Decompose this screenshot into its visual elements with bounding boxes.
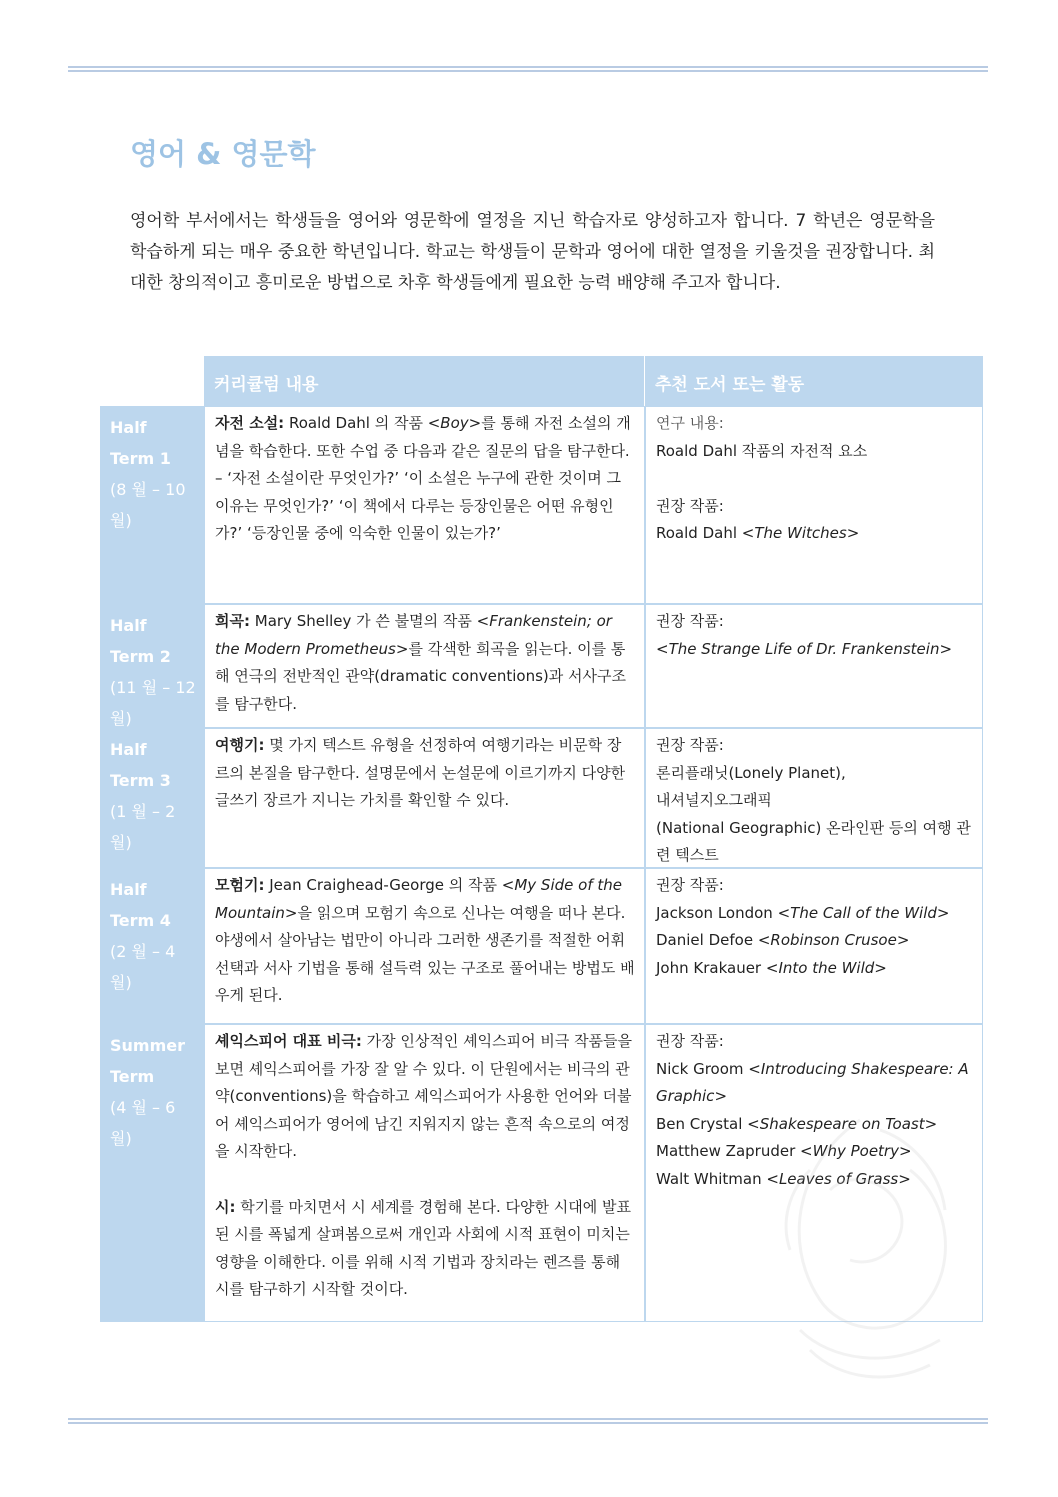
curriculum-cell — [204, 1024, 645, 1322]
rec-label: 권장 작품: — [656, 736, 724, 754]
content-label: 여행기: — [215, 736, 265, 754]
rec-item: <The Strange Life of Dr. Frankenstein> — [656, 639, 953, 658]
crest-watermark-icon — [740, 1100, 980, 1400]
rec-item: Jackson London <The Call of the Wild> — [656, 903, 950, 922]
rec-label: 권장 작품: — [656, 876, 724, 894]
curriculum-text: 희곡: Mary Shelley 가 쓴 불멸의 작품 <Frankenstein; or the Modern Prometheus>를 각색한 희곡을 읽는다. 이를 통해 연극의 전반적인 관약(dramatic conventions)과 서사구조를 탐구한다. — [215, 612, 626, 713]
term-name: Summer Term — [110, 1036, 185, 1086]
rec-item: John Krakauer <Into the Wild> — [656, 958, 887, 977]
book-title: My Side of the Mountain — [215, 876, 622, 922]
rec-item: 내셔널지오그래픽 — [656, 791, 772, 810]
curriculum-cell — [204, 604, 645, 728]
term-cell — [100, 604, 204, 728]
book-title: Boy — [440, 414, 469, 432]
term-cell — [100, 1024, 204, 1322]
rec-item: Matthew Zapruder <Why Poetry> — [656, 1142, 912, 1161]
curriculum-cell — [204, 728, 645, 868]
rec-item: Walt Whitman <Leaves of Grass> — [656, 1169, 911, 1188]
term-dates: (11 월 – 12 월) — [110, 678, 196, 728]
book-title: Frankenstein; or the Modern Prometheus — [215, 612, 612, 658]
curriculum-text: 모험기: Jean Craighead-George 의 작품 <My Side of the Mountain>을 읽으며 모험기 속으로 신나는 여행을 떠나 본다. 야생에서 살아남는 법만이 아니라 그러한 생존기를 적절한 어휘 선택과 서사 기법을 통해 설득력 있는 구조로 풀어내는 방법도 배우게 된다. — [215, 876, 635, 1005]
rec-label: 권장 작품: — [656, 1032, 724, 1050]
curriculum-cell — [204, 868, 645, 1024]
rec-label: 권장 작품: — [656, 496, 724, 515]
recommendation-cell — [645, 728, 983, 868]
recommendation-cell — [645, 604, 983, 728]
content-label: 셰익스피어 대표 비극: — [215, 1032, 362, 1050]
term-dates: (1 월 – 2 월) — [110, 802, 176, 852]
content-label: 시: — [215, 1197, 236, 1216]
rec-item: Ben Crystal <Shakespeare on Toast> — [656, 1114, 938, 1133]
recommendation-cell — [645, 868, 983, 1024]
term-name: Half Term 4 — [110, 880, 171, 930]
rec-item: 론리플래닛(Lonely Planet), — [656, 763, 846, 782]
term-cell — [100, 406, 204, 604]
study-text: Roald Dahl 작품의 자전적 요소 — [656, 441, 868, 460]
term-dates: (8 월 – 10 월) — [110, 480, 186, 530]
recommendation-cell — [645, 406, 983, 604]
term-name: Half Term 1 — [110, 418, 171, 468]
bottom-divider — [68, 1418, 988, 1424]
curriculum-text: 여행기: 몇 가지 텍스트 유형을 선정하여 여행기라는 비문학 장르의 본질을 탐구한다. 설명문에서 논설문에 이르기까지 다양한 글쓰기 장르가 지니는 가치를 확인할 수 있다. — [215, 736, 626, 810]
rec-item: Nick Groom <Introducing Shakespeare: A Graphic> — [656, 1059, 969, 1106]
rec-label: 권장 작품: — [656, 612, 724, 630]
header-curriculum: 커리큘럼 내용 — [204, 356, 644, 406]
intro-paragraph: 영어학 부서에서는 학생들을 영어와 영문학에 열정을 지닌 학습자로 양성하고자 합니다. 7 학년은 영문학을 학습하게 되는 매우 중요한 학년입니다. 학교는 학생들이 문학과 영어에 대한 열정을 키울것을 권장합니다. 최대한 창의적이고 흥미로운 방법으로 차후 학생들에게 필요한 능력 배양해 주고자 합니다. — [130, 211, 935, 293]
rec-item: Roald Dahl <The Witches> — [656, 524, 860, 543]
content-label: 모험기: — [215, 876, 265, 894]
curriculum-text: 자전 소설: Roald Dahl 의 작품 <Boy>를 통해 자전 소설의 개념을 학습한다. 또한 수업 중 다음과 같은 질문의 답을 탐구한다. – ‘자전 소설이란 무엇인가?’ ‘이 소설은 누구에 관한 것이며 그 이유는 무엇인가?’ ‘이 책에서 다루는 등장인물은 어떤 유형인가?’ ‘등장인물 중에 익숙한 인물이 있는가?’ — [215, 414, 631, 543]
term-name: Half Term 2 — [110, 616, 171, 666]
content-label: 자전 소설: — [215, 414, 285, 432]
page-title: 영어 & 영문학 — [130, 137, 316, 171]
term-cell — [100, 728, 204, 868]
curriculum-text: 셰익스피어 대표 비극: 가장 인상적인 셰익스피어 비극 작품들을 보면 셰익스피어를 가장 잘 알 수 있다. 이 단원에서는 비극의 관약(conventions)을 학습하고 셰익스피어가 사용한 언어와 더불어 셰익스피어가 영어에 남긴 지워지지 않는 흔적 속으로의 여정을 시작한다. — [215, 1032, 633, 1161]
top-divider — [68, 66, 988, 72]
study-label: 연구 내용: — [656, 414, 724, 432]
rec-item: Daniel Defoe <Robinson Crusoe> — [656, 931, 910, 950]
curriculum-text: 시: 학기를 마치면서 시 세계를 경험해 본다. 다양한 시대에 발표된 시를 폭넓게 살펴봄으로써 개인과 사회에 시적 표현이 미치는 영향을 이해한다. 이를 위해 시적 기법과 장치라는 렌즈를 통해 시를 탐구하기 시작할 것이다. — [215, 1197, 631, 1299]
curriculum-cell — [204, 406, 645, 604]
rec-item: (National Geographic) 온라인판 등의 여행 관련 텍스트 — [656, 818, 971, 865]
header-recommended: 추천 도서 또는 활동 — [645, 356, 983, 406]
term-name: Half Term 3 — [110, 740, 171, 790]
term-dates: (4 월 – 6 월) — [110, 1098, 176, 1148]
term-dates: (2 월 – 4 월) — [110, 942, 176, 992]
term-cell — [100, 868, 204, 1024]
content-label: 희곡: — [215, 612, 250, 630]
